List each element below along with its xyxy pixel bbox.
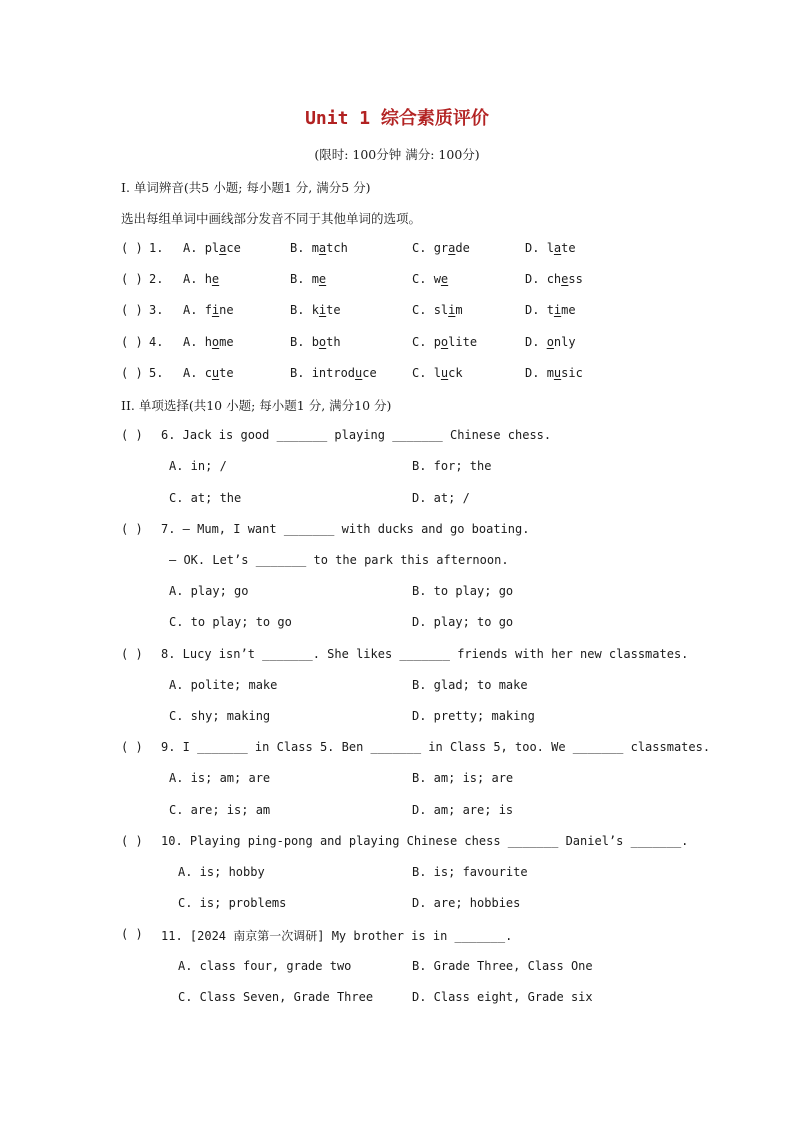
option-b: B. am; is; are xyxy=(412,771,514,785)
option-b: B. both xyxy=(290,335,341,349)
option-c: C. Class Seven, Grade Three xyxy=(178,990,374,1004)
option-b: B. for; the xyxy=(412,459,492,473)
option-a: A. home xyxy=(183,335,234,349)
answer-bracket[interactable]: ( ) xyxy=(121,366,143,380)
option-c: C. at; the xyxy=(169,491,242,505)
answer-bracket[interactable]: ( ) xyxy=(121,303,143,317)
option-b: B. Grade Three, Class One xyxy=(412,959,593,973)
option-a: A. place xyxy=(183,241,241,255)
option-a: A. fine xyxy=(183,303,234,317)
option-a: A. cute xyxy=(183,366,234,380)
option-d: D. late xyxy=(525,241,576,255)
answer-bracket[interactable]: ( ) xyxy=(121,522,143,536)
option-c: C. luck xyxy=(412,366,463,380)
option-b: B. to play; go xyxy=(412,584,514,598)
answer-bracket[interactable]: ( ) xyxy=(121,335,143,349)
option-a: A. in; / xyxy=(169,459,227,473)
question-stem: 10. Playing ping-pong and playing Chinese chess _______ Daniel’s _______. xyxy=(161,834,689,848)
option-d: D. are; hobbies xyxy=(412,896,521,910)
option-d: D. only xyxy=(525,335,576,349)
option-c: C. grade xyxy=(412,241,470,255)
question-stem: 9. I _______ in Class 5. Ben _______ in Class 5, too. We _______ classmates. xyxy=(161,740,711,754)
option-a: A. polite; make xyxy=(169,678,278,692)
question-number: 4. xyxy=(149,335,164,349)
option-c: C. is; problems xyxy=(178,896,287,910)
answer-bracket[interactable]: ( ) xyxy=(121,927,143,941)
option-d: D. chess xyxy=(525,272,583,286)
section-1-heading: I. 单词辨音(共5 小题; 每小题1 分, 满分5 分) xyxy=(121,180,371,195)
question-stem: 7. — Mum, I want _______ with ducks and go boating. xyxy=(161,522,530,536)
section-1-instruction: 选出每组单词中画线部分发音不同于其他单词的选项。 xyxy=(121,211,422,226)
option-c: C. we xyxy=(412,272,449,286)
option-d: D. music xyxy=(525,366,583,380)
question-number: 1. xyxy=(149,241,164,255)
question-stem: 8. Lucy isn’t _______. She likes _______ friends with her new classmates. xyxy=(161,647,689,661)
answer-bracket[interactable]: ( ) xyxy=(121,241,143,255)
option-b: B. introduce xyxy=(290,366,377,380)
question-number: 2. xyxy=(149,272,164,286)
option-b: B. me xyxy=(290,272,327,286)
option-a: A. he xyxy=(183,272,220,286)
option-d: D. play; to go xyxy=(412,615,514,629)
option-a: A. play; go xyxy=(169,584,249,598)
option-c: C. are; is; am xyxy=(169,803,271,817)
option-d: D. pretty; making xyxy=(412,709,535,723)
answer-bracket[interactable]: ( ) xyxy=(121,272,143,286)
option-b: B. match xyxy=(290,241,348,255)
question-number: 5. xyxy=(149,366,164,380)
option-d: D. at; / xyxy=(412,491,470,505)
answer-bracket[interactable]: ( ) xyxy=(121,834,143,848)
option-b: B. is; favourite xyxy=(412,865,528,879)
option-a: A. class four, grade two xyxy=(178,959,352,973)
option-c: C. slim xyxy=(412,303,463,317)
option-b: B. glad; to make xyxy=(412,678,528,692)
option-c: C. shy; making xyxy=(169,709,271,723)
option-a: A. is; am; are xyxy=(169,771,271,785)
question-stem: 6. Jack is good _______ playing _______ Chinese chess. xyxy=(161,428,552,442)
option-a: A. is; hobby xyxy=(178,865,265,879)
option-d: D. time xyxy=(525,303,576,317)
option-d: D. am; are; is xyxy=(412,803,514,817)
option-d: D. Class eight, Grade six xyxy=(412,990,593,1004)
option-c: C. polite xyxy=(412,335,478,349)
page-title: Unit 1 综合素质评价 xyxy=(305,108,489,129)
question-number: 3. xyxy=(149,303,164,317)
option-c: C. to play; to go xyxy=(169,615,292,629)
page-subtitle: (限时: 100分钟 满分: 100分) xyxy=(314,147,480,162)
section-2-heading: II. 单项选择(共10 小题; 每小题1 分, 满分10 分) xyxy=(121,398,392,413)
option-b: B. kite xyxy=(290,303,341,317)
question-stem: 11. [2024 南京第一次调研] My brother is in _______. xyxy=(161,929,513,943)
question-stem-line-2: — OK. Let’s _______ to the park this afternoon. xyxy=(169,553,509,567)
answer-bracket[interactable]: ( ) xyxy=(121,428,143,442)
answer-bracket[interactable]: ( ) xyxy=(121,647,143,661)
answer-bracket[interactable]: ( ) xyxy=(121,740,143,754)
